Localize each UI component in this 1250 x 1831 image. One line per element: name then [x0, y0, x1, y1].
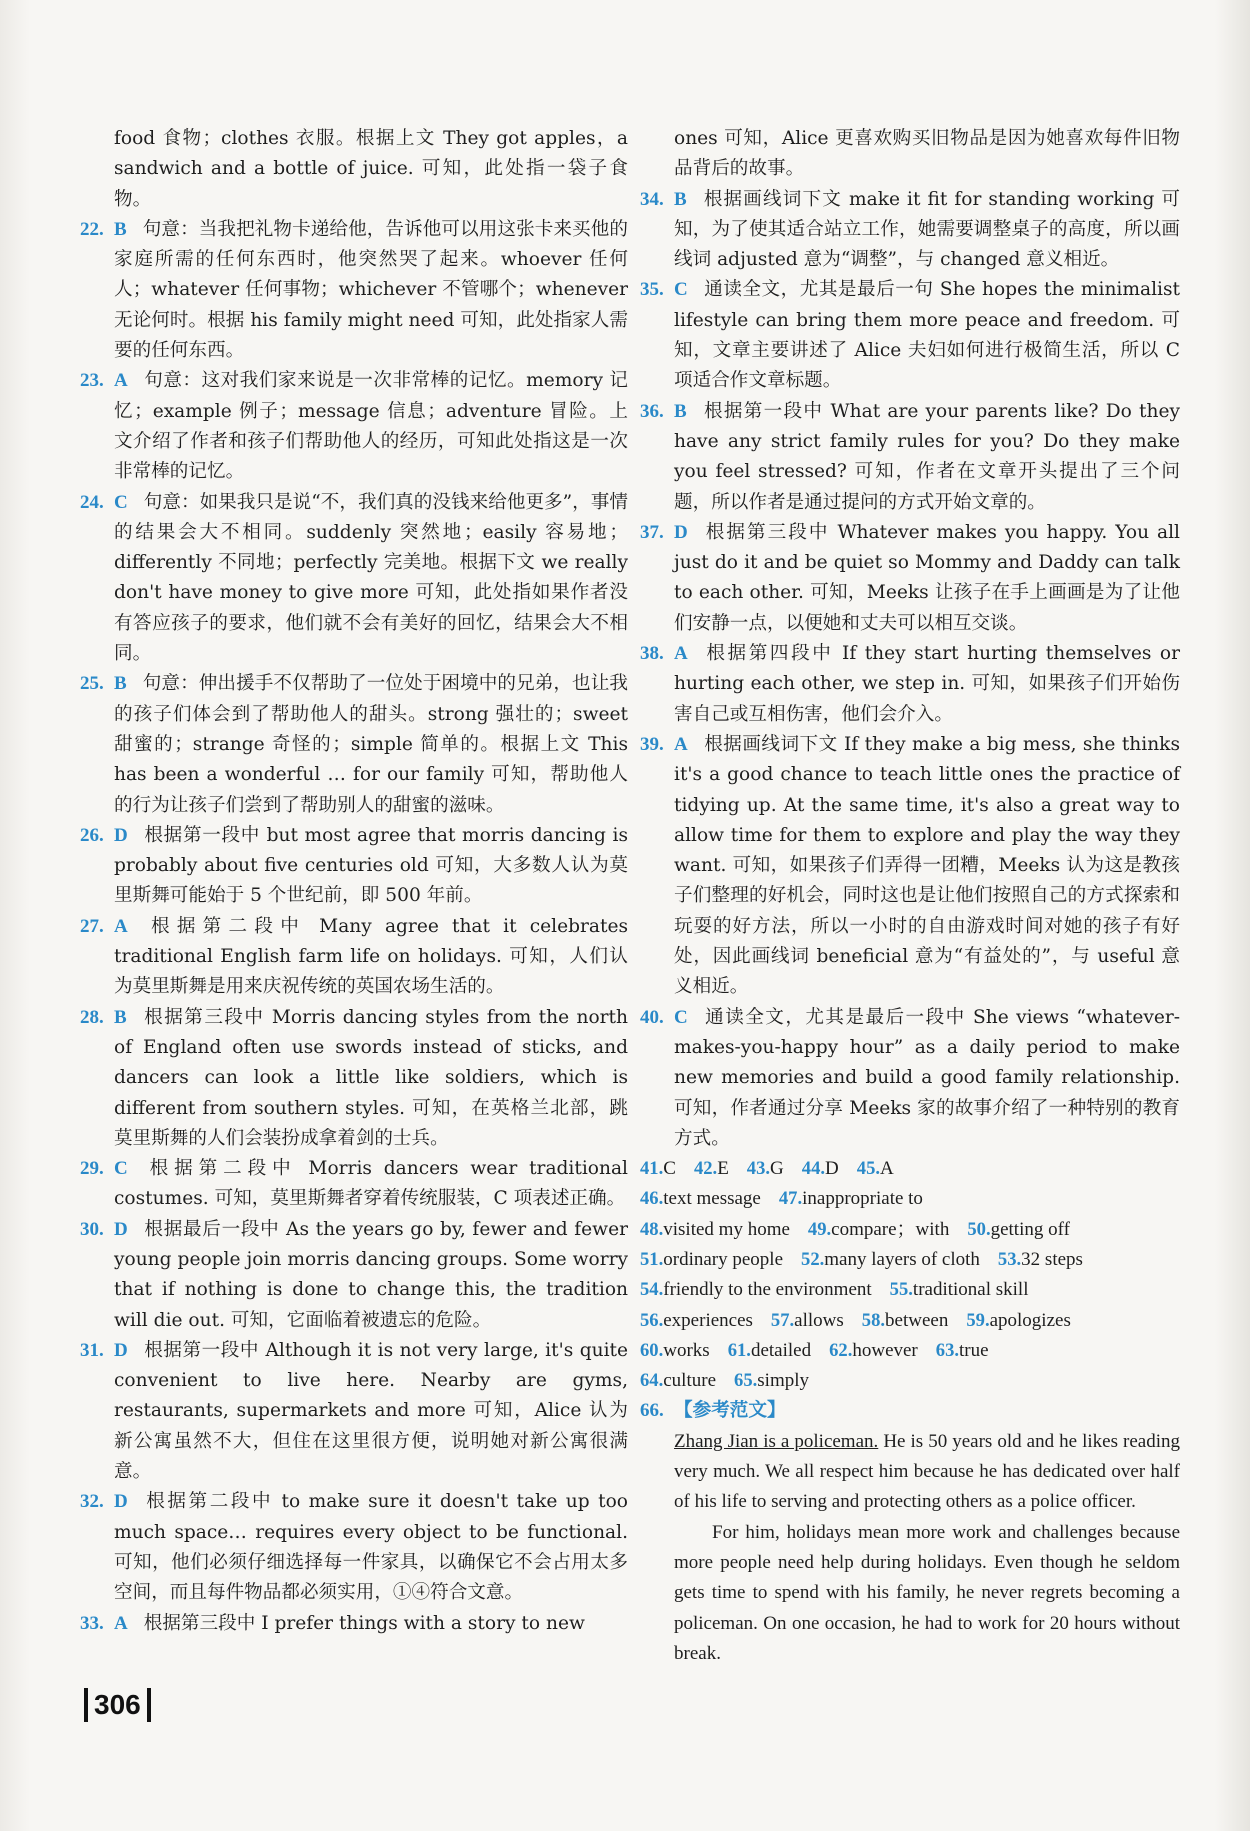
question-number: 56.	[640, 1309, 664, 1331]
explanation-text: 根据第三段中 Morris dancing styles from the north of England often use swords instead of sticks, and dancers can look a little like soldiers, which is different from southern styles. 可知，在英格兰北部，跳莫里斯舞的人们会装扮成拿着剑的士兵。	[114, 1006, 628, 1149]
answer-value: simply	[757, 1370, 809, 1392]
answer-item	[80, 1003, 628, 1154]
explanation-text: 句意：这对我们家来说是一次非常棒的记忆。memory 记忆；example 例子；message 信息；adventure 冒险。上文介绍了作者和孩子们帮助他人的经历，可知此处指这是一次非常棒的记忆。	[114, 370, 628, 483]
short-answer	[802, 1154, 839, 1184]
answer-value: traditional skill	[912, 1279, 1029, 1301]
question-number: 51.	[640, 1248, 664, 1270]
short-answer	[801, 1245, 980, 1275]
question-number: 29.	[80, 1158, 104, 1180]
question-number: 36.	[640, 400, 664, 422]
question-number: 22.	[80, 218, 104, 240]
short-answer	[640, 1184, 761, 1214]
answer-value: experiences	[663, 1309, 753, 1331]
answer-value: visited my home	[663, 1218, 790, 1240]
explanation-text: 根据第一段中 What are your parents like? Do they have any strict family rules for you? Do they make you feel stressed? 可知，作者在文章开头提出了三个问题，所以作者是通过提问的方式开始文章的。	[674, 400, 1180, 513]
short-answer-row	[640, 1215, 1180, 1245]
answer-value: G	[770, 1158, 784, 1180]
answer-letter: D	[114, 1218, 128, 1240]
question-number: 59.	[966, 1309, 990, 1331]
answer-item	[80, 1336, 628, 1487]
question-number: 26.	[80, 824, 104, 846]
essay-underlined-sentence: Zhang Jian is a policeman.	[674, 1430, 879, 1452]
explanation-text: 根据第二段中 Morris dancers wear traditional costumes. 可知，莫里斯舞者穿着传统服装，C 项表述正确。	[114, 1158, 628, 1210]
short-answer-row	[640, 1336, 1180, 1366]
question-number: 53.	[997, 1248, 1022, 1270]
answer-letter: C	[114, 1158, 128, 1180]
page-number: 306	[84, 1688, 151, 1722]
answer-value: culture	[663, 1370, 717, 1392]
short-answer	[771, 1306, 844, 1336]
answer-item	[80, 1609, 628, 1639]
explanation-text: 句意：如果我只是说“不，我们真的没钱来给他更多”，事情的结果会大不相同。suddenly 突然地；easily 容易地；differently 不同地；perfectly 完美地。根据下文 we really don't have money to give more 可知，此处指如果作者没有答应孩子的要求，他们就不会有美好的回忆，结果会大不相同。	[114, 491, 628, 665]
question-number: 62.	[829, 1339, 853, 1361]
short-answer	[998, 1245, 1083, 1275]
answer-value: ordinary people	[663, 1248, 784, 1270]
answer-letter: A	[674, 733, 688, 755]
short-answer-row	[640, 1154, 1180, 1184]
answer-value: allows	[794, 1309, 844, 1331]
question-number: 41.	[640, 1158, 664, 1180]
answer-letter: A	[114, 370, 128, 392]
answer-value: A	[880, 1158, 894, 1180]
right-intro: ones 可知，Alice 更喜欢购买旧物品是因为她喜欢每件旧物品背后的故事。	[674, 128, 1180, 180]
answer-letter: A	[674, 643, 688, 665]
answer-letter: B	[114, 673, 127, 695]
answer-item	[80, 912, 628, 1003]
explanation-text: 根据第二段中 Many agree that it celebrates traditional English farm life on holidays. 可知，人们认为莫里斯舞是用来庆祝传统的英国农场生活的。	[114, 915, 628, 998]
short-answer	[862, 1306, 949, 1336]
answer-value: friendly to the environment	[663, 1279, 872, 1301]
short-answer	[640, 1215, 790, 1245]
question-number: 38.	[640, 643, 664, 665]
question-number: 52.	[801, 1248, 825, 1270]
question-number: 39.	[640, 733, 664, 755]
right-column	[640, 124, 1180, 1669]
question-number: 57.	[770, 1309, 795, 1331]
explanation-text: 根据第四段中 If they start hurting themselves or hurting each other, we step in. 可知，如果孩子们开始伤害自己或互相伤害，他们会介入。	[674, 643, 1180, 725]
answer-letter: D	[114, 1491, 128, 1513]
essay-paragraph-2: For him, holidays mean more work and challenges because more people need help during holidays. Even though he seldom gets time to spend with his family, he never regrets becoming a policeman. On one occasion, he had to work for 20 hours without break.	[674, 1521, 1180, 1664]
explanation-text: 根据最后一段中 As the years go by, fewer and fewer young people join morris dancing groups. Some worry that if nothing is done to change this, the tradition will die out. 可知，它面临着被遗忘的危险。	[114, 1218, 628, 1331]
short-answer	[967, 1215, 1070, 1245]
short-answer	[966, 1306, 1071, 1336]
short-answer-row	[640, 1184, 1180, 1214]
answer-item	[80, 488, 628, 670]
essay-number: 66.	[640, 1400, 664, 1422]
short-answer-list	[640, 1154, 1180, 1396]
question-number: 25.	[80, 673, 104, 695]
answer-letter: C	[674, 1006, 688, 1028]
short-answer-row	[640, 1275, 1180, 1305]
answer-item	[640, 397, 1180, 518]
short-answer	[747, 1154, 784, 1184]
answer-item	[80, 215, 628, 366]
short-answer	[640, 1366, 716, 1396]
question-number: 34.	[640, 188, 664, 210]
answer-letter: B	[114, 218, 127, 240]
short-answer	[808, 1215, 949, 1245]
sample-essay	[640, 1427, 1180, 1669]
answer-letter: C	[114, 491, 128, 513]
short-answer	[936, 1336, 989, 1366]
explanation-text: 根据第二段中 to make sure it doesn't take up too much space… requires every object to be functional. 可知，他们必须仔细选择每一件家具，以确保它不会占用太多空间，而且每件物品都必须实用，①④符合文意。	[114, 1491, 628, 1604]
answer-item	[640, 730, 1180, 1003]
answer-letter: D	[114, 1339, 128, 1361]
question-number: 49.	[807, 1218, 832, 1240]
explanation-text: 根据第三段中 Whatever makes you happy. You all just do it and be quiet so Mommy and Daddy can talk to each other. 可知，Meeks 让孩子在手上画画是为了让他们安静一点，以便她和丈夫可以相互交谈。	[674, 521, 1180, 634]
short-answer	[640, 1306, 753, 1336]
right-answer-list	[640, 185, 1180, 1155]
short-answer	[640, 1336, 710, 1366]
answer-item	[80, 366, 628, 487]
answer-value: detailed	[750, 1339, 812, 1361]
question-number: 33.	[80, 1612, 104, 1634]
short-answer	[890, 1275, 1029, 1305]
answer-item	[640, 275, 1180, 396]
question-number: 23.	[80, 370, 104, 392]
answer-item	[640, 1003, 1180, 1154]
explanation-text: 通读全文，尤其是最后一句 She hopes the minimalist lifestyle can bring them more peace and freedom. 可知，文章主要讲述了 Alice 夫妇如何进行极简生活，所以 C 项适合作文章标题。	[674, 279, 1180, 392]
answer-letter: A	[114, 915, 128, 937]
answer-value: text message	[663, 1188, 761, 1210]
question-number: 37.	[640, 521, 664, 543]
answer-value: works	[663, 1339, 710, 1361]
short-answer-row	[640, 1245, 1180, 1275]
short-answer	[640, 1245, 783, 1275]
question-number: 55.	[889, 1279, 913, 1301]
answer-item	[80, 669, 628, 820]
question-number: 28.	[80, 1006, 104, 1028]
short-answer	[640, 1154, 676, 1184]
answer-value: D	[825, 1158, 839, 1180]
answer-value: true	[959, 1339, 989, 1361]
left-column	[80, 124, 628, 1639]
answer-item	[80, 821, 628, 912]
question-number: 64.	[640, 1370, 664, 1392]
answer-letter: B	[674, 188, 687, 210]
essay-paragraph-1	[674, 1427, 1180, 1518]
answer-letter: D	[114, 824, 128, 846]
answer-letter: B	[114, 1006, 127, 1028]
question-number: 65.	[734, 1370, 758, 1392]
question-number: 47.	[778, 1188, 803, 1210]
question-number: 24.	[80, 491, 104, 513]
question-number: 50.	[967, 1218, 991, 1240]
question-number: 32.	[80, 1491, 104, 1513]
short-answer	[640, 1275, 872, 1305]
question-number: 35.	[640, 279, 664, 301]
answer-item	[80, 1487, 628, 1608]
explanation-text: 根据第三段中 I prefer things with a story to new	[143, 1612, 585, 1634]
short-answer-row	[640, 1366, 1180, 1396]
question-number: 60.	[640, 1339, 664, 1361]
explanation-text: 根据画线词下文 make it fit for standing working 可知，为了使其适合站立工作，她需要调整桌子的高度，所以画线词 adjusted 意为“调整”，与 changed 意义相近。	[674, 188, 1180, 271]
explanation-text: 句意：伸出援手不仅帮助了一位处于困境中的兄弟，也让我的孩子们体会到了帮助他人的甜头。strong 强壮的；sweet 甜蜜的；strange 奇怪的；simple 简单的。根据上文 This has been a wonderful … for our family 可知，帮助他人的行为让孩子们尝到了帮助别人的甜蜜的滋味。	[114, 673, 628, 816]
answer-value: C	[663, 1158, 676, 1180]
answer-value: however	[852, 1339, 918, 1361]
question-number: 58.	[861, 1309, 886, 1331]
question-number: 54.	[640, 1279, 664, 1301]
question-number: 45.	[856, 1158, 881, 1180]
question-number: 27.	[80, 915, 104, 937]
answer-value: between	[885, 1309, 949, 1331]
answer-value: inappropriate to	[802, 1188, 923, 1210]
answer-item	[80, 1215, 628, 1336]
left-intro: food 食物；clothes 衣服。根据上文 They got apples，a sandwich and a bottle of juice. 可知，此处指一袋子食物。	[114, 128, 628, 210]
explanation-text: 通读全文，尤其是最后一段中 She views “whatever-makes-you-happy hour” as a daily period to make new memories and build a good family relationship. 可知，作者通过分享 Meeks 家的故事介绍了一种特别的教育方式。	[674, 1006, 1180, 1149]
short-answer	[728, 1336, 811, 1366]
short-answer	[829, 1336, 918, 1366]
answer-item	[640, 639, 1180, 730]
question-number: 44.	[801, 1158, 826, 1180]
answer-item	[640, 185, 1180, 276]
question-number: 63.	[935, 1339, 960, 1361]
short-answer	[779, 1184, 923, 1214]
short-answer-row	[640, 1306, 1180, 1336]
answer-letter: B	[674, 400, 687, 422]
question-number: 42.	[693, 1158, 718, 1180]
question-number: 46.	[640, 1188, 664, 1210]
essay-paragraph-1-rest: He is 50 years old and he likes reading very much. We all respect him because he has dedicated over half of his life to serving and protecting others as a police officer.	[674, 1430, 1181, 1513]
answer-letter: D	[674, 521, 688, 543]
answer-value: 32 steps	[1021, 1248, 1083, 1270]
answer-letter: A	[114, 1612, 128, 1634]
essay-heading: 【参考范文】	[674, 1400, 786, 1422]
answer-value: compare；with	[831, 1218, 950, 1240]
explanation-text: 根据第一段中 but most agree that morris dancing is probably about five centuries old 可知，大多数人认为莫里斯舞可能始于 5 个世纪前，即 500 年前。	[114, 824, 628, 907]
left-answer-list	[80, 215, 628, 1639]
answer-value: getting off	[990, 1218, 1070, 1240]
essay-item	[640, 1396, 1180, 1426]
short-answer	[857, 1154, 894, 1184]
answer-letter: C	[674, 279, 688, 301]
question-number: 61.	[727, 1339, 751, 1361]
question-number: 40.	[640, 1006, 664, 1028]
answer-item	[80, 1154, 628, 1215]
explanation-text: 根据画线词下文 If they make a big mess, she thinks it's a good chance to teach little ones the practice of tidying up. At the same time, it's also a great way to allow time for them to explore and play the way they want. 可知，如果孩子们弄得一团糟，Meeks 认为这是教孩子们整理的好机会，同时这也是让他们按照自己的方式探索和玩耍的好方法，所以一小时的自由游戏时间对她的孩子有好处，因此画线词 beneficial 意为“有益处的”，与 useful 意义相近。	[674, 733, 1180, 998]
question-number: 30.	[80, 1218, 104, 1240]
question-number: 31.	[80, 1339, 104, 1361]
explanation-text: 句意：当我把礼物卡递给他，告诉他可以用这张卡来买他的家庭所需的任何东西时，他突然哭了起来。whoever 任何人；whatever 任何事物；whichever 不管哪个；whenever 无论何时。根据 his family might need 可知，此处指家人需要的任何东西。	[114, 218, 628, 362]
answer-value: E	[717, 1158, 729, 1180]
explanation-text: 根据第一段中 Although it is not very large, it's quite convenient to live here. Nearby are gyms, restaurants, supermarkets and more 可知，Alice 认为新公寓虽然不大，但住在这里很方便，说明她对新公寓很满意。	[114, 1339, 628, 1483]
question-number: 48.	[640, 1218, 664, 1240]
short-answer	[694, 1154, 729, 1184]
answer-value: many layers of cloth	[824, 1248, 980, 1270]
short-answer	[734, 1366, 809, 1396]
question-number: 43.	[746, 1158, 771, 1180]
answer-item	[640, 518, 1180, 639]
answer-value: apologizes	[989, 1309, 1071, 1331]
